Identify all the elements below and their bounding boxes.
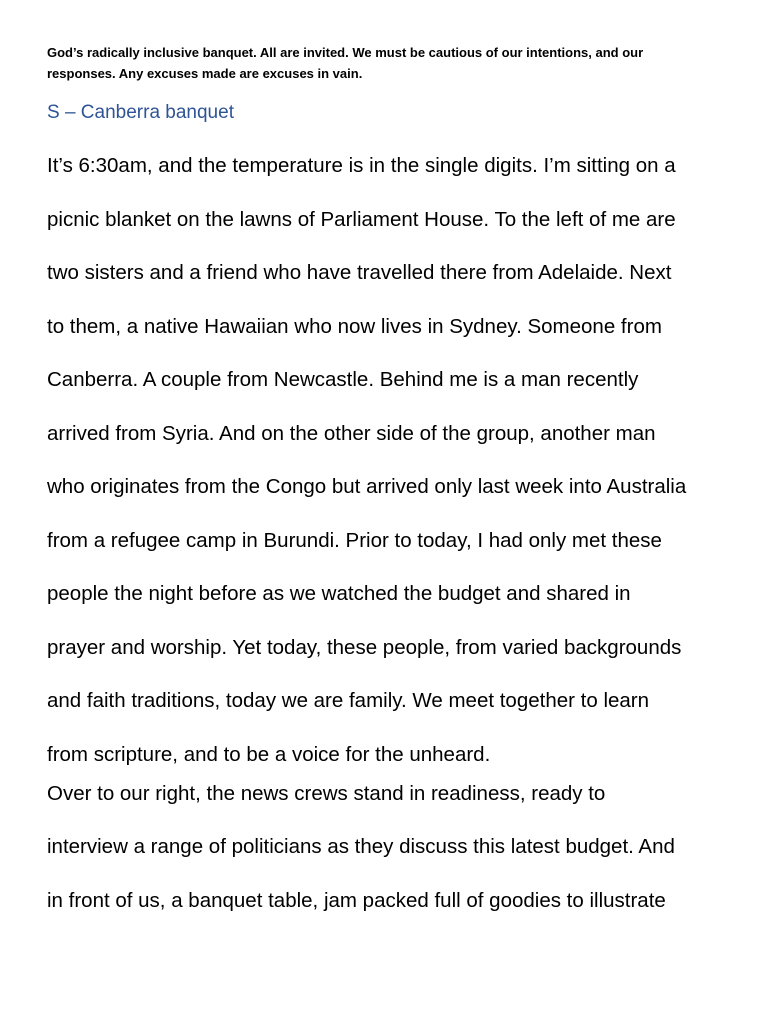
text-line: from a refugee camp in Burundi. Prior to today, I had only met these	[47, 528, 662, 552]
text-line: who originates from the Congo but arrived only last week into Australia	[47, 475, 687, 498]
text-line: interview a range of politicians as they discuss this latest budget. And	[47, 835, 675, 858]
text-line: and faith traditions, today we are family. We meet together to learn	[47, 689, 650, 712]
intro-paragraph: God’s radically inclusive banquet. All are invited. We must be cautious of our intentions, and our responses. Any excuses made are excuses in vain.	[47, 45, 644, 81]
text-line: people the night before as we watched the budget and shared in	[47, 582, 631, 605]
text-line: Over to our right, the news crews stand in readiness, ready to	[47, 781, 606, 805]
text-line: prayer and worship. Yet today, these people, from varied backgrounds	[47, 635, 682, 659]
body-text	[47, 150, 747, 938]
text-line: from scripture, and to be a voice for the unheard.	[47, 742, 491, 766]
text-line: It’s 6:30am, and the temperature is in the single digits. I’m sitting on a	[47, 154, 676, 177]
text-line: to them, a native Hawaiian who now lives in Sydney. Someone from	[47, 314, 662, 338]
text-line: arrived from Syria. And on the other side of the group, another man	[47, 421, 656, 445]
text-line: picnic blanket on the lawns of Parliament House. To the left of me are	[47, 207, 676, 231]
text-line: in front of us, a banquet table, jam packed full of goodies to illustrate	[47, 888, 666, 912]
text-line: two sisters and a friend who have travelled there from Adelaide. Next	[47, 261, 672, 284]
text-line: Canberra. A couple from Newcastle. Behind me is a man recently	[47, 368, 639, 391]
section-heading: S – Canberra banquet	[47, 102, 234, 123]
